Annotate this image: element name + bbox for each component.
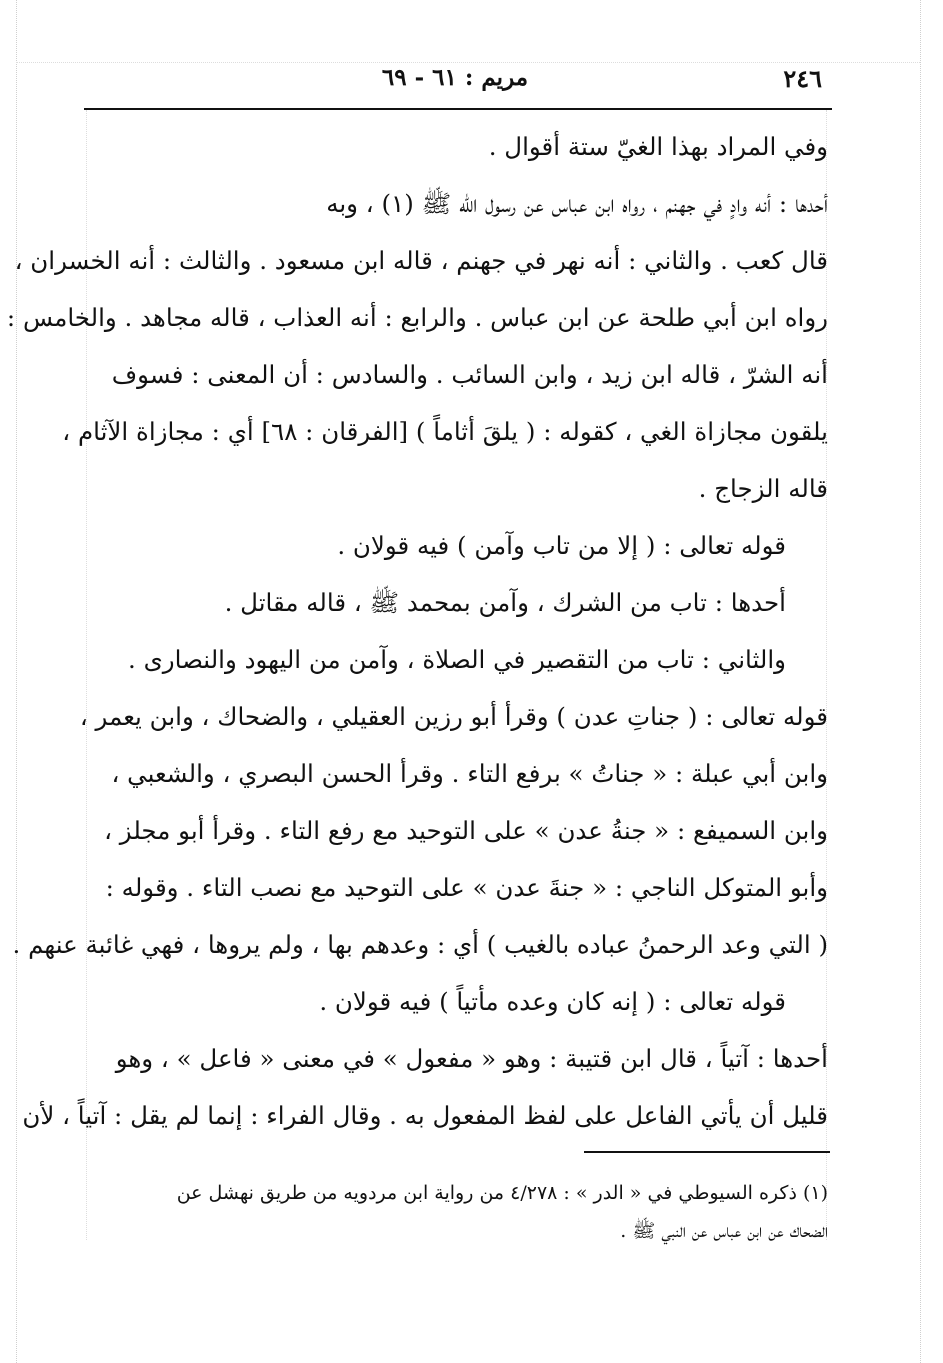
text-line: وابن أبي عبلة : « جناتُ » برفع التاء . وقرأ الحسن البصري ، والشعبي ، xyxy=(111,759,828,788)
text-line: ( التي وعد الرحمنُ عباده بالغيب ) أي : وعدهم بها ، ولم يروها ، فهي غائبة عنهم . xyxy=(12,930,828,959)
scan-guide-line xyxy=(920,0,921,1363)
page-header xyxy=(84,62,826,102)
footnotes xyxy=(92,1174,828,1250)
text-line: أحدها : أنه وادٍ في جهنم ، رواه ابن عباس عن رسول الله ﷺ (١) ، وبه xyxy=(326,189,828,218)
footnote-line: (١) ذكره السيوطي في « الدر » : ٤/٢٧٨ من رواية ابن مردويه من طريق نهشل عن xyxy=(176,1182,828,1204)
text-line: والثاني : تاب من التقصير في الصلاة ، وآمن من اليهود والنصارى . xyxy=(128,645,786,674)
text-line: أنه الشرّ ، قاله ابن زيد ، وابن السائب . والسادس : أن المعنى : فسوف xyxy=(111,360,828,389)
footnote-rule xyxy=(584,1151,830,1153)
text-line: رواه ابن أبي طلحة عن ابن عباس . والرابع : أنه العذاب ، قاله مجاهد . والخامس : xyxy=(6,303,828,332)
text-line: قوله تعالى : ( جناتِ عدن ) وقرأ أبو رزين العقيلي ، والضحاك ، وابن يعمر ، xyxy=(79,702,828,731)
text-line: وأبو المتوكل الناجي : « جنةَ عدن » على التوحيد مع نصب التاء . وقوله : xyxy=(105,873,828,902)
text-line: قوله تعالى : ( إنه كان وعده مأتياً ) فيه قولان . xyxy=(319,987,786,1016)
text-line: قاله الزجاج . xyxy=(698,474,828,503)
text-line: وفي المراد بهذا الغيّ ستة أقوال . xyxy=(488,132,828,161)
text-line: وابن السميفع : « جنةُ عدن » على التوحيد مع رفع التاء . وقرأ أبو مجلز ، xyxy=(104,816,828,845)
main-text xyxy=(6,118,828,1144)
running-head: مريم : ٦١ - ٦٩ xyxy=(381,64,529,91)
header-rule xyxy=(84,108,832,110)
text-line: قليل أن يأتي الفاعل على لفظ المفعول به . وقال الفراء : إنما لم يقل : آتياً ، لأن xyxy=(22,1101,828,1130)
text-line: أحدها : آتياً ، قال ابن قتيبة : وهو « مفعول » في معنى « فاعل » ، وهو xyxy=(115,1044,828,1073)
footnote-line: الضحاك عن ابن عباس عن النبي ﷺ . xyxy=(620,1220,828,1242)
text-line: قال كعب . والثاني : أنه نهر في جهنم ، قاله ابن مسعود . والثالث : أنه الخسران ، xyxy=(14,246,828,275)
page-number: ٢٤٦ xyxy=(783,64,822,93)
scan-guide-line xyxy=(16,0,17,1363)
text-line: أحدها : تاب من الشرك ، وآمن بمحمد ﷺ ، قاله مقاتل . xyxy=(224,588,786,617)
text-line: قوله تعالى : ( إلا من تاب وآمن ) فيه قولان . xyxy=(337,531,786,560)
text-line: يلقون مجازاة الغي ، كقوله : ( يلقَ أثاماً ) [الفرقان : ٦٨] أي : مجازاة الآثام ، xyxy=(62,417,828,446)
